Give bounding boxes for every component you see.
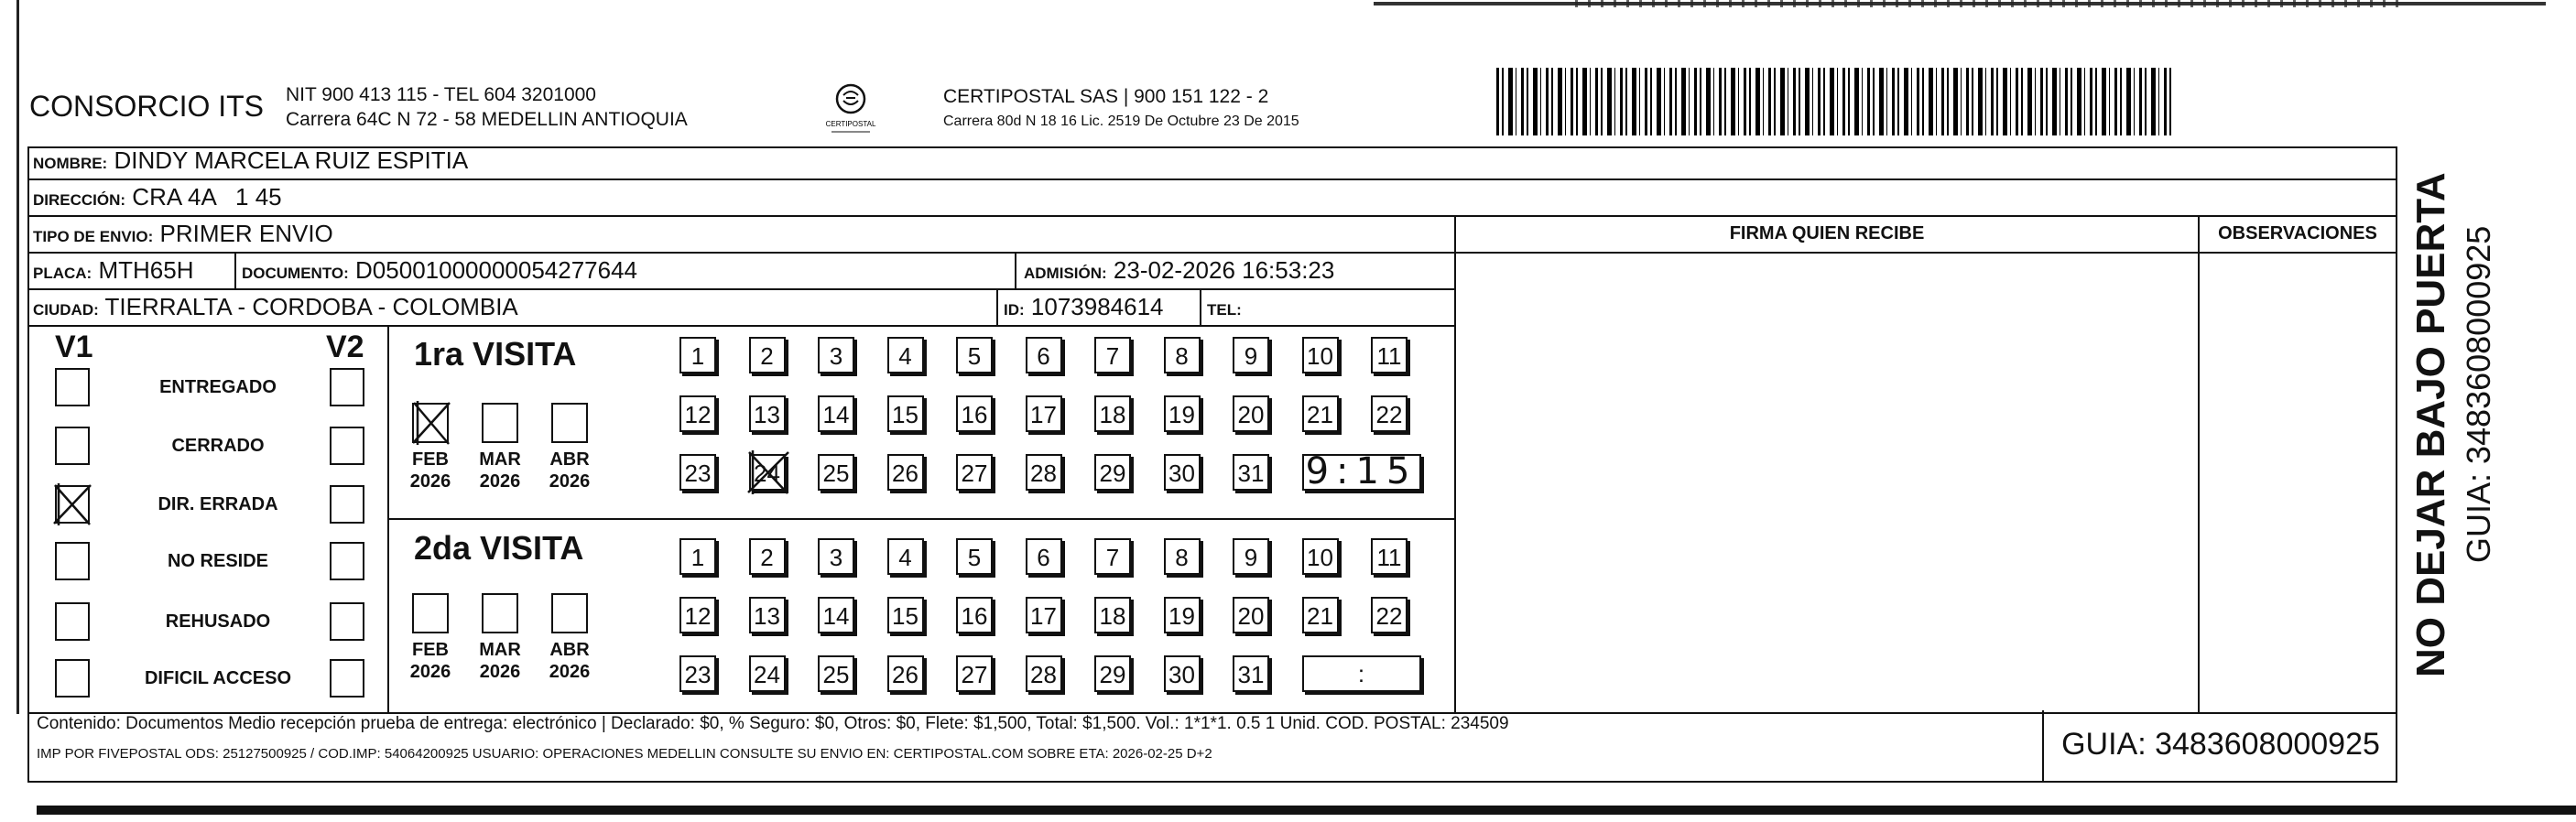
second-day-24[interactable]: 24 <box>749 655 786 692</box>
first-day-15[interactable]: 15 <box>887 395 924 432</box>
top-edge-barcode-fragment <box>1575 0 2399 7</box>
first-day-17[interactable]: 17 <box>1026 395 1062 432</box>
tel-label: TEL: <box>1207 301 1242 319</box>
first-visit-title: 1ra VISITA <box>414 335 577 373</box>
second-day-10[interactable]: 10 <box>1302 538 1339 575</box>
v2-checkbox-2[interactable] <box>330 485 364 524</box>
second-day-29[interactable]: 29 <box>1094 655 1131 692</box>
status-label: NO RESIDE <box>167 551 269 571</box>
second-day-11[interactable]: 11 <box>1371 538 1408 575</box>
nit-line: NIT 900 413 115 - TEL 604 3201000 <box>286 84 596 105</box>
first-month-box-1[interactable] <box>482 403 518 443</box>
row-divider <box>27 215 1456 217</box>
visit-divider <box>389 518 1456 520</box>
field-nombre <box>33 146 468 175</box>
field-direccion <box>33 183 282 211</box>
v2-label: V2 <box>326 330 364 364</box>
v1-checkbox-2[interactable] <box>55 485 90 524</box>
second-day-22[interactable]: 22 <box>1371 597 1408 633</box>
second-day-6[interactable]: 6 <box>1026 538 1062 575</box>
second-day-2[interactable]: 2 <box>749 538 786 575</box>
footer-contents: Contenido: Documentos Medio recepción prueba de entrega: electrónico | Declarado: $0, % Seguro: $0, Otros: $0, Flete: $1,500, Total: $1,500. Vol.: 1*1*1. 0.5 1 Unid. COD. POSTAL: 234509 <box>37 714 1509 733</box>
field-tel <box>1207 293 1242 321</box>
row-divider <box>27 325 1456 327</box>
v1-checkbox-4[interactable] <box>55 602 90 641</box>
first-day-16[interactable]: 16 <box>956 395 993 432</box>
first-day-31[interactable]: 31 <box>1233 454 1269 491</box>
column-divider <box>1454 215 1456 712</box>
admision-value: 23-02-2026 16:53:23 <box>1113 256 1335 284</box>
status-label: CERRADO <box>171 436 265 456</box>
barcode <box>1496 68 2174 135</box>
v1-checkbox-1[interactable] <box>55 427 90 465</box>
first-day-14[interactable]: 14 <box>818 395 854 432</box>
second-visit-title: 2da VISITA <box>414 529 584 567</box>
second-day-8[interactable]: 8 <box>1164 538 1201 575</box>
first-day-8[interactable]: 8 <box>1164 337 1201 373</box>
tipo-value: PRIMER ENVIO <box>159 220 333 247</box>
first-day-19[interactable]: 19 <box>1164 395 1201 432</box>
status-label: DIR. ERRADA <box>158 494 278 514</box>
second-month-box-0[interactable] <box>412 593 449 633</box>
second-day-3[interactable]: 3 <box>818 538 854 575</box>
second-month-box-2[interactable] <box>551 593 588 633</box>
certipostal-logo <box>824 79 877 143</box>
first-day-25[interactable]: 25 <box>818 454 854 491</box>
first-day-28[interactable]: 28 <box>1026 454 1062 491</box>
first-day-6[interactable]: 6 <box>1026 337 1062 373</box>
second-day-25[interactable]: 25 <box>818 655 854 692</box>
admision-label: ADMISIÓN: <box>1024 265 1107 282</box>
first-day-12[interactable]: 12 <box>679 395 716 432</box>
cell-divider <box>234 252 236 288</box>
status-label: DIFICIL ACCESO <box>144 668 291 688</box>
status-visit-divider <box>387 325 389 712</box>
first-day-21[interactable]: 21 <box>1302 395 1339 432</box>
second-month-label: FEB 2026 <box>409 640 451 682</box>
second-day-13[interactable]: 13 <box>749 597 786 633</box>
certipostal-info <box>943 84 1299 134</box>
first-day-3[interactable]: 3 <box>818 337 854 373</box>
first-day-10[interactable]: 10 <box>1302 337 1339 373</box>
status-label: REHUSADO <box>165 611 271 632</box>
v2-checkbox-1[interactable] <box>330 427 364 465</box>
first-time-box[interactable]: 9:15 <box>1302 454 1421 491</box>
second-day-16[interactable]: 16 <box>956 597 993 633</box>
second-month-label: MAR 2026 <box>479 640 521 682</box>
cell-divider <box>1200 288 1201 325</box>
cell-divider <box>996 288 998 325</box>
row-divider <box>27 252 2397 254</box>
v2-checkbox-0[interactable] <box>330 368 364 406</box>
second-day-15[interactable]: 15 <box>887 597 924 633</box>
first-day-9[interactable]: 9 <box>1233 337 1269 373</box>
bottom-edge-line <box>37 806 2576 815</box>
second-day-18[interactable]: 18 <box>1094 597 1131 633</box>
first-day-26[interactable]: 26 <box>887 454 924 491</box>
id-value: 1073984614 <box>1030 293 1164 320</box>
v1-checkbox-0[interactable] <box>55 368 90 406</box>
second-day-12[interactable]: 12 <box>679 597 716 633</box>
cell-divider <box>1015 252 1016 288</box>
first-day-27[interactable]: 27 <box>956 454 993 491</box>
left-edge-line <box>16 0 19 714</box>
field-admision <box>1024 256 1334 285</box>
ciudad-label: CIUDAD: <box>33 301 99 319</box>
row-divider <box>1456 215 2397 217</box>
second-day-21[interactable]: 21 <box>1302 597 1339 633</box>
documento-value: D05001000000054277644 <box>355 256 638 284</box>
second-day-19[interactable]: 19 <box>1164 597 1201 633</box>
second-day-26[interactable]: 26 <box>887 655 924 692</box>
v1-checkbox-5[interactable] <box>55 659 90 698</box>
direccion-value: CRA 4A 1 45 <box>132 183 282 211</box>
first-day-7[interactable]: 7 <box>1094 337 1131 373</box>
nombre-value: DINDY MARCELA RUIZ ESPITIA <box>114 146 469 174</box>
first-day-5[interactable]: 5 <box>956 337 993 373</box>
second-day-14[interactable]: 14 <box>818 597 854 633</box>
first-day-22[interactable]: 22 <box>1371 395 1408 432</box>
second-day-30[interactable]: 30 <box>1164 655 1201 692</box>
second-day-7[interactable]: 7 <box>1094 538 1131 575</box>
second-day-20[interactable]: 20 <box>1233 597 1269 633</box>
column-divider <box>2396 178 2397 712</box>
first-day-23[interactable]: 23 <box>679 454 716 491</box>
first-day-29[interactable]: 29 <box>1094 454 1131 491</box>
status-label: ENTREGADO <box>159 377 277 397</box>
documento-label: DOCUMENTO: <box>242 265 349 282</box>
first-day-4[interactable]: 4 <box>887 337 924 373</box>
first-month-box-0[interactable] <box>412 403 449 443</box>
first-month-label: FEB 2026 <box>409 449 451 492</box>
second-day-5[interactable]: 5 <box>956 538 993 575</box>
second-month-label: ABR 2026 <box>549 640 591 682</box>
v2-checkbox-4[interactable] <box>330 602 364 641</box>
v1-label: V1 <box>55 330 93 364</box>
tipo-label: TIPO DE ENVIO: <box>33 228 154 245</box>
first-day-11[interactable]: 11 <box>1371 337 1408 373</box>
placa-value: MTH65H <box>98 256 194 284</box>
field-placa <box>33 256 193 285</box>
field-documento <box>242 256 637 285</box>
first-day-24[interactable]: 24 <box>749 454 786 491</box>
first-month-label: MAR 2026 <box>479 449 521 492</box>
second-day-17[interactable]: 17 <box>1026 597 1062 633</box>
second-day-28[interactable]: 28 <box>1026 655 1062 692</box>
direccion-label: DIRECCIÓN: <box>33 191 126 209</box>
first-day-13[interactable]: 13 <box>749 395 786 432</box>
address-line: Carrera 64C N 72 - 58 MEDELLIN ANTIOQUIA <box>286 109 688 130</box>
second-time-box[interactable]: : <box>1302 655 1421 692</box>
certipostal-sub: Carrera 80d N 18 16 Lic. 2519 De Octubre 23 De 2015 <box>943 114 1299 129</box>
column-divider <box>2198 215 2200 712</box>
side-guia: GUIA: 3483608000925 <box>2460 225 2497 563</box>
placa-label: PLACA: <box>33 265 92 282</box>
field-tipo-envio <box>33 220 333 248</box>
row-divider <box>27 288 1456 290</box>
logo-lettering: CERTIPOSTAL <box>825 120 876 128</box>
v2-checkbox-3[interactable] <box>330 542 364 580</box>
observaciones-header: OBSERVACIONES <box>2218 223 2377 243</box>
nombre-label: NOMBRE: <box>33 155 108 172</box>
second-day-9[interactable]: 9 <box>1233 538 1269 575</box>
field-ciudad <box>33 293 518 321</box>
first-day-20[interactable]: 20 <box>1233 395 1269 432</box>
ciudad-value: TIERRALTA - CORDOBA - COLOMBIA <box>104 293 518 320</box>
first-day-30[interactable]: 30 <box>1164 454 1201 491</box>
second-day-23[interactable]: 23 <box>679 655 716 692</box>
certipostal-line: CERTIPOSTAL SAS | 900 151 122 - 2 <box>943 86 1269 107</box>
first-day-18[interactable]: 18 <box>1094 395 1131 432</box>
footer-print-info: IMP POR FIVEPOSTAL ODS: 25127500925 / COD.IMP: 54064200925 USUARIO: OPERACIONES MEDELLIN CONSULTE SU ENVIO EN: CERTIPOSTAL.COM SOBRE ETA: 2026-02-25 D+2 <box>37 746 1212 762</box>
company-info <box>286 82 688 132</box>
second-day-27[interactable]: 27 <box>956 655 993 692</box>
v1-checkbox-3[interactable] <box>55 542 90 580</box>
second-day-31[interactable]: 31 <box>1233 655 1269 692</box>
side-warning: NO DEJAR BAJO PUERTA <box>2408 172 2453 677</box>
first-day-2[interactable]: 2 <box>749 337 786 373</box>
row-divider <box>27 178 2397 180</box>
second-day-1[interactable]: 1 <box>679 538 716 575</box>
first-month-label: ABR 2026 <box>549 449 591 492</box>
id-label: ID: <box>1004 301 1025 319</box>
v2-checkbox-5[interactable] <box>330 659 364 698</box>
company-name: CONSORCIO ITS <box>29 90 265 123</box>
footer-guia: GUIA: 3483608000925 <box>2042 710 2397 783</box>
first-day-1[interactable]: 1 <box>679 337 716 373</box>
firma-header: FIRMA QUIEN RECIBE <box>1729 223 1925 243</box>
second-month-box-1[interactable] <box>482 593 518 633</box>
second-day-4[interactable]: 4 <box>887 538 924 575</box>
first-month-box-2[interactable] <box>551 403 588 443</box>
field-id <box>1004 293 1164 321</box>
